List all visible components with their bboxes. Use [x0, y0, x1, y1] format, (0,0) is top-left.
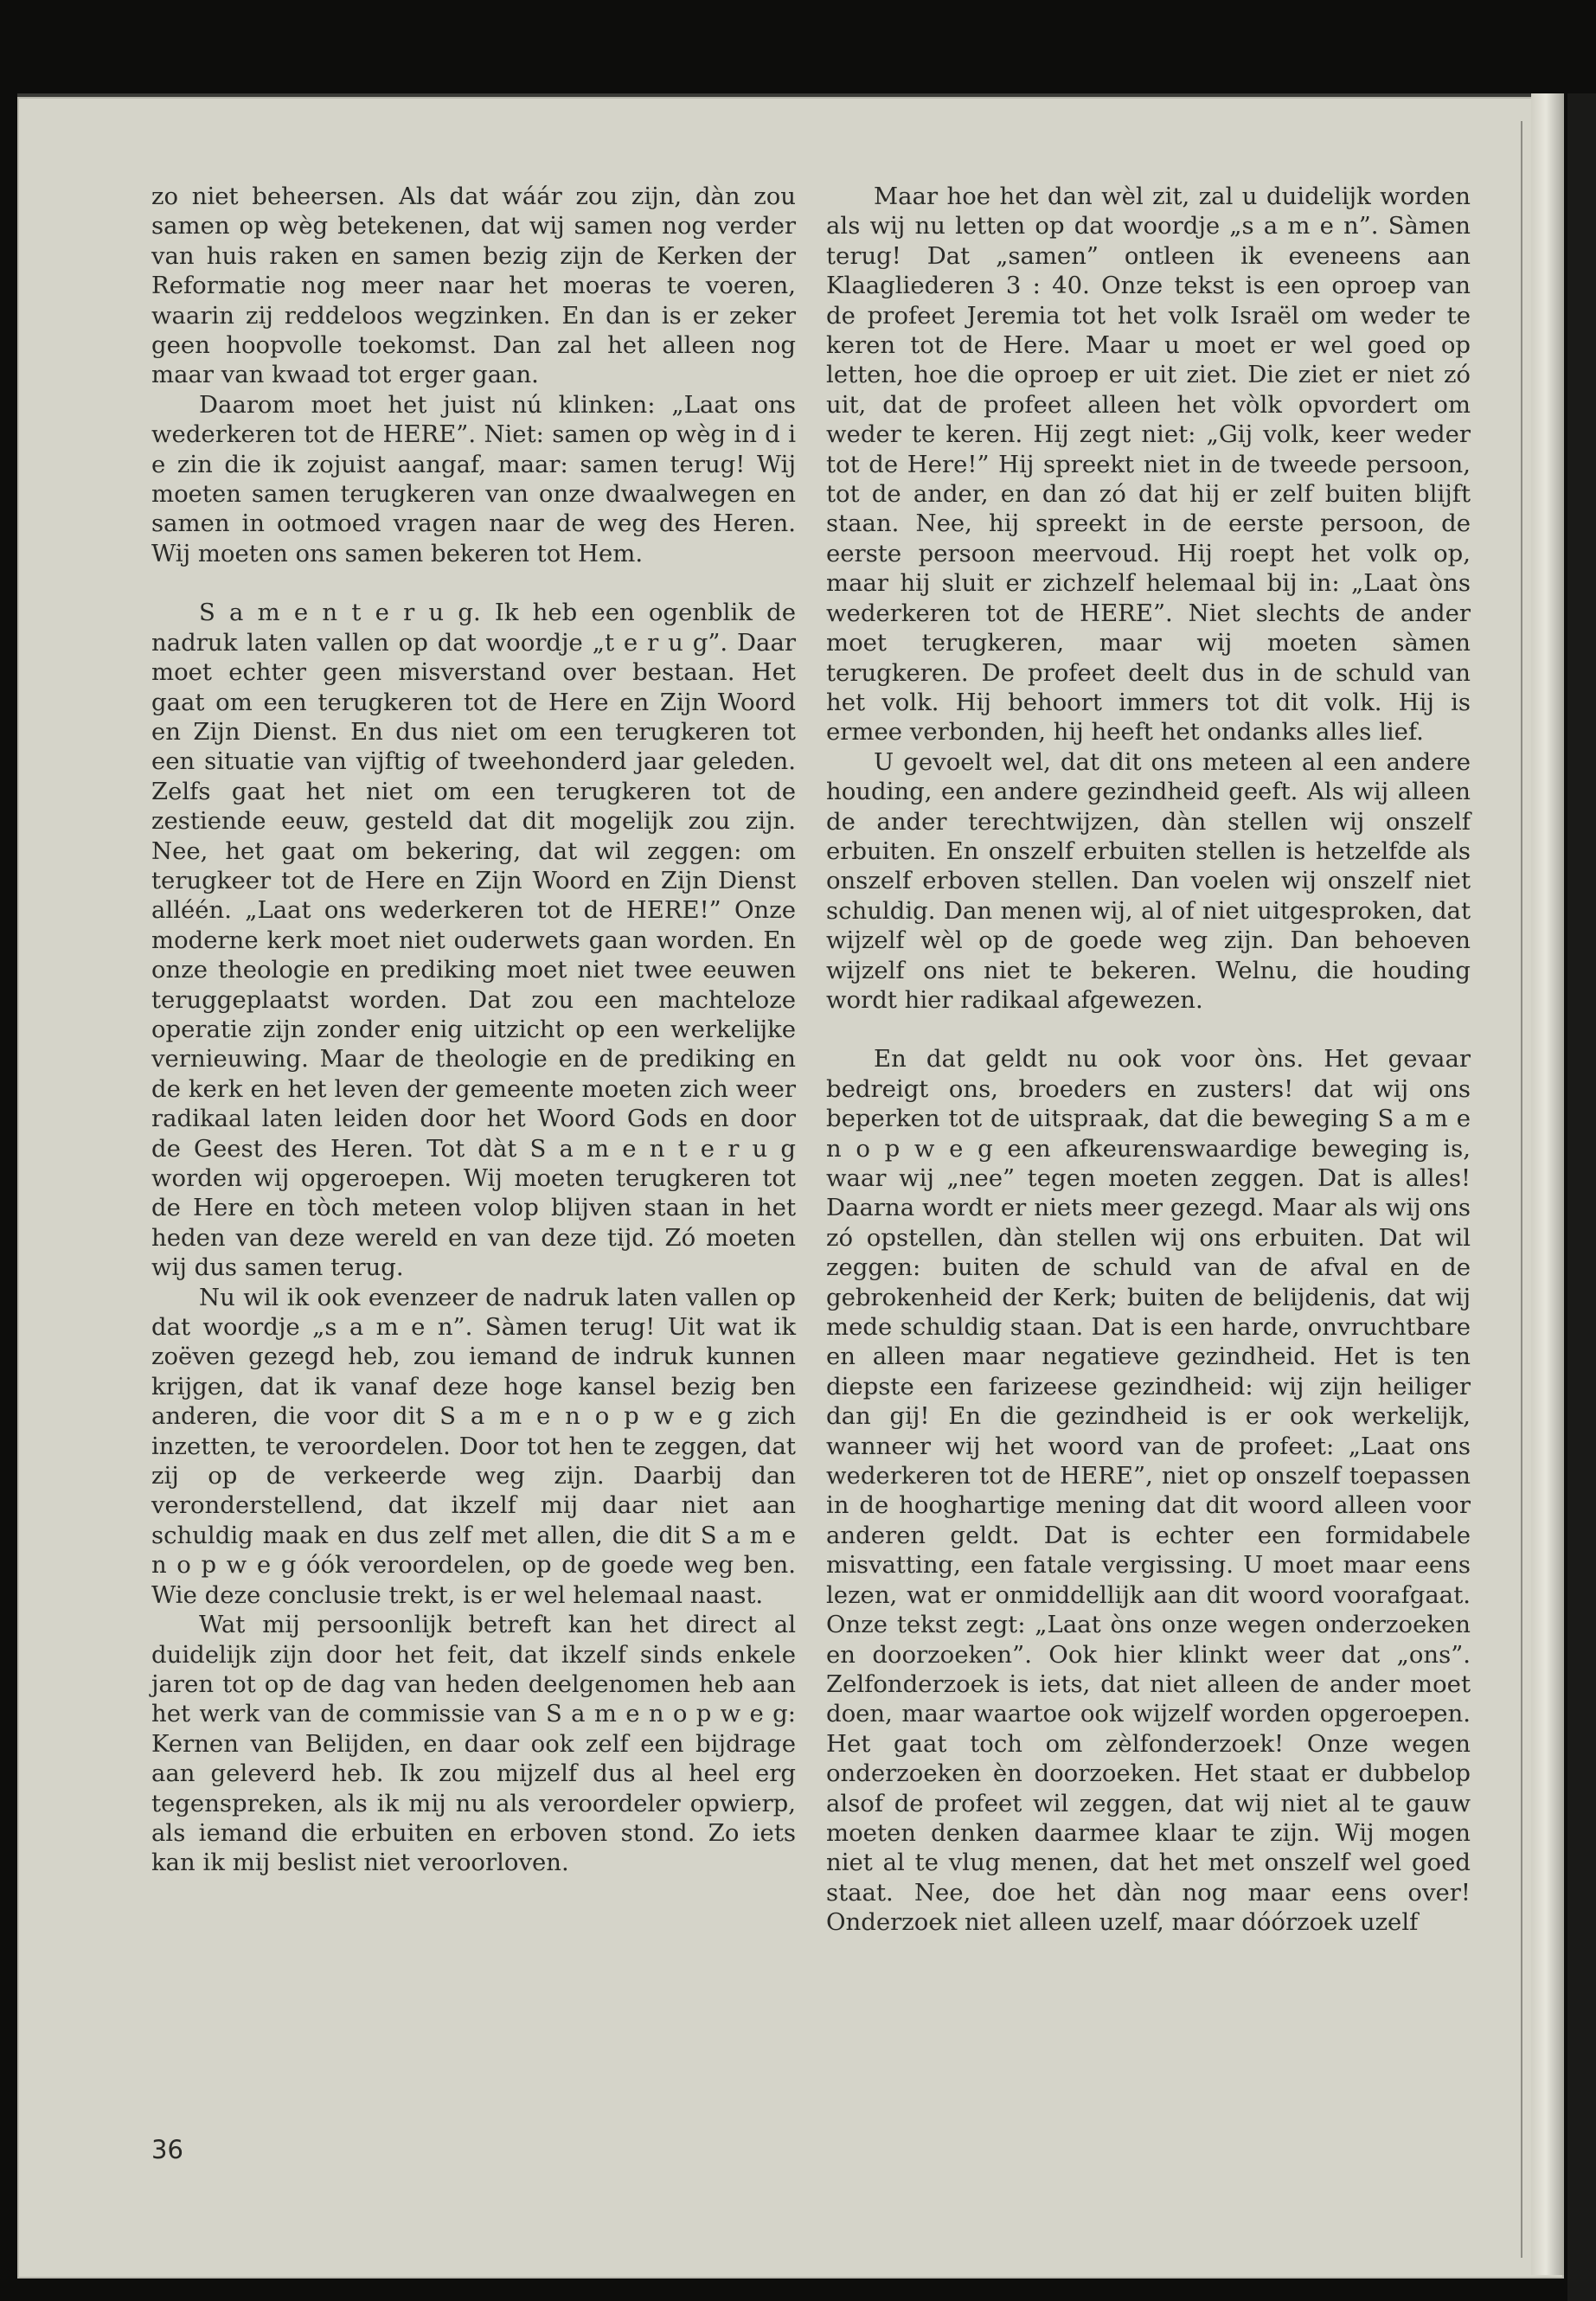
paragraph: Daarom moet het juist nú klinken: „Laat ons wederkeren tot de HERE”. Niet: samen op wèg in d i e zin die ik zojuist aangaf, maar: samen terug! Wij moeten samen terugkeren van onze dwaalwegen en samen in ootmoed vragen naar de weg des Heren. Wij moeten ons samen bekeren tot Hem. [151, 390, 796, 567]
right-column [826, 182, 1471, 1938]
paragraph: Maar hoe het dan wèl zit, zal u duidelijk worden als wij nu letten op dat woordje „s a m e n”. Sàmen terug! Dat „samen” ontleen ik eveneens aan Klaagliederen 3 : 40. Onze tekst is een oproep van de profeet Jeremia tot het volk Israël om weder te keren tot de Here. Maar u moet er wel goed op letten, hoe die oproep er uit ziet. Die ziet er niet zó uit, dat de profeet alleen het vòlk opvordert om weder te keren. Hij zegt niet: „Gij volk, keer weder tot de Here!” Hij spreekt niet in de tweede persoon, tot de ander, en dan zó dat hij er zelf buiten blijft staan. Nee, hij spreekt in de eerste persoon, de eerste persoon meervoud. Hij roept het volk op, maar hij sluit er zichzelf helemaal bij in: „Laat òns wederkeren tot de HERE”. Niet slechts de ander moet terugkeren, maar wij moeten sàmen terugkeren. De profeet deelt dus in de schuld van het volk. Hij behoort immers tot dit volk. Hij is ermee verbonden, hij heeft het ondanks alles lief. [826, 183, 1471, 747]
scan-right-margin [1567, 93, 1596, 2301]
paragraph: Wat mij persoonlijk betreft kan het direct al duidelijk zijn door het feit, dat ikzelf sinds enkele jaren tot op de dag van heden deelgenomen heb aan het werk van de commissie van S a m e n o p w e g: Kernen van Belijden, en daar ook zelf een bijdrage aan geleverd heb. Ik zou mijzelf dus al heel erg tegenspreken, als ik mij nu als veroordeler opwierp, als iemand die erbuiten en erboven stond. Zo iets kan ik mij beslist niet veroorloven. [151, 1611, 796, 1877]
paragraph: zo niet beheersen. Als dat wáár zou zijn, dàn zou samen op wèg betekenen, dat wij samen nog verder van huis raken en samen bezig zijn de Kerken der Reformatie nog meer naar het moeras te voeren, waarin zij reddeloos wegzinken. En dan is er zeker geen hoopvolle toekomst. Dan zal het alleen nog maar van kwaad tot erger gaan. [151, 183, 796, 389]
left-column [151, 182, 796, 1878]
book-binding-edge [1531, 93, 1564, 2275]
paragraph: S a m e n t e r u g. Ik heb een ogenblik de nadruk laten vallen op dat woordje „t e r u g”. Daar moet echter geen misverstand over bestaan. Het gaat om een terugkeren tot de Here en Zijn Woord en Zijn Dienst. En dus niet om een terugkeren tot een situatie van vijftig of tweehonderd jaar geleden. Zelfs gaat het niet om een terugkeren tot de zestiende eeuw, gesteld dat dit mogelijk zou zijn. Nee, het gaat om bekering, dat wil zeggen: om terugkeer tot de Here en Zijn Woord en Zijn Dienst alléén. „Laat ons wederkeren tot de HERE!” Onze moderne kerk moet niet ouderwets gaan worden. En onze theologie en prediking moet niet twee eeuwen teruggeplaatst worden. Dat zou een machteloze operatie zijn zonder enig uitzicht op een werkelijke vernieuwing. Maar de theologie en de prediking en de kerk en het leven der gemeente moeten zich weer radikaal laten leiden door het Woord Gods en door de Geest des Heren. Tot dàt S a m e n t e r u g worden wij opgeroepen. Wij moeten terugkeren tot de Here en tòch meteen volop blijven staan in het heden van deze wereld en van deze tijd. Zó moeten wij dus samen terug. [151, 599, 796, 1282]
paragraph: Nu wil ik ook evenzeer de nadruk laten vallen op dat woordje „s a m e n”. Sàmen terug! Uit wat ik zoëven gezegd heb, zou iemand de indruk kunnen krijgen, dat ik vanaf deze hoge kansel bezig ben anderen, die voor dit S a m e n o p w e g zich inzetten, te veroordelen. Door tot hen te zeggen, dat zij op de verkeerde weg zijn. Daarbij dan veronderstellend, dat ikzelf mij daar niet aan schuldig maak en dus zelf met allen, die dit S a m e n o p w e g óók veroordelen, op de goede weg ben. Wie deze conclusie trekt, is er wel helemaal naast. [151, 1283, 796, 1609]
binding-fold-line [1521, 121, 1522, 2258]
paragraph: U gevoelt wel, dat dit ons meteen al een andere houding, een andere gezindheid geeft. Als wij alleen de ander terechtwijzen, dàn stellen wij onszelf erbuiten. En onszelf erbuiten stellen is hetzelfde als onszelf erboven stellen. Dan voelen wij onszelf niet schuldig. Dan menen wij, al of niet uitgesproken, dat wijzelf wèl op de goede weg zijn. Dan behoeven wijzelf ons niet te bekeren. Welnu, die houding wordt hier radikaal afgewezen. [826, 747, 1471, 1014]
page-number: 36 [151, 2135, 183, 2164]
paragraph: En dat geldt nu ook voor òns. Het gevaar bedreigt ons, broeders en zusters! dat wij ons beperken tot de uitspraak, dat die beweging S a m e n o p w e g een afkeurenswaardige beweging is, waar wij „nee” tegen moeten zeggen. Dat is alles! Daarna wordt er niets meer gezegd. Maar als wij ons zó opstellen, dàn stellen wij ons erbuiten. Dat wil zeggen: buiten de schuld van de afval en de gebrokenheid der Kerk; buiten de belijdenis, dat wij mede schuldig staan. Dat is een harde, onvruchtbare en alleen maar negatieve gezindheid. Het is ten diepste een farizeese gezindheid: wij zijn heiliger dan gij! En die gezindheid is er ook werkelijk, wanneer wij het woord van de profeet: „Laat ons wederkeren tot de HERE”, niet op onszelf toepassen in de hooghartige mening dat dit woord alleen voor anderen geldt. Dat is echter een formidabele misvatting, een fatale vergissing. U moet maar eens lezen, wat er onmiddellijk aan dit woord voorafgaat. Onze tekst zegt: „Laat òns onze wegen onderzoeken en doorzoeken”. Ook hier klinkt weer dat „ons”. Zelfonderzoek is iets, dat niet alleen de ander moet doen, maar waartoe ook wijzelf worden opgeroepen. Het gaat toch om zèlfonderzoek! Onze wegen onderzoeken èn doorzoeken. Het staat er dubbelop alsof de profeet wil zeggen, dat wij niet al te gauw moeten denken daarmee klaar te zijn. Wij mogen niet al te vlug menen, dat het met onszelf wel goed staat. Nee, doe het dàn nog maar eens over! Onderzoek niet alleen uzelf, maar dóórzoek uzelf [826, 1045, 1471, 1937]
